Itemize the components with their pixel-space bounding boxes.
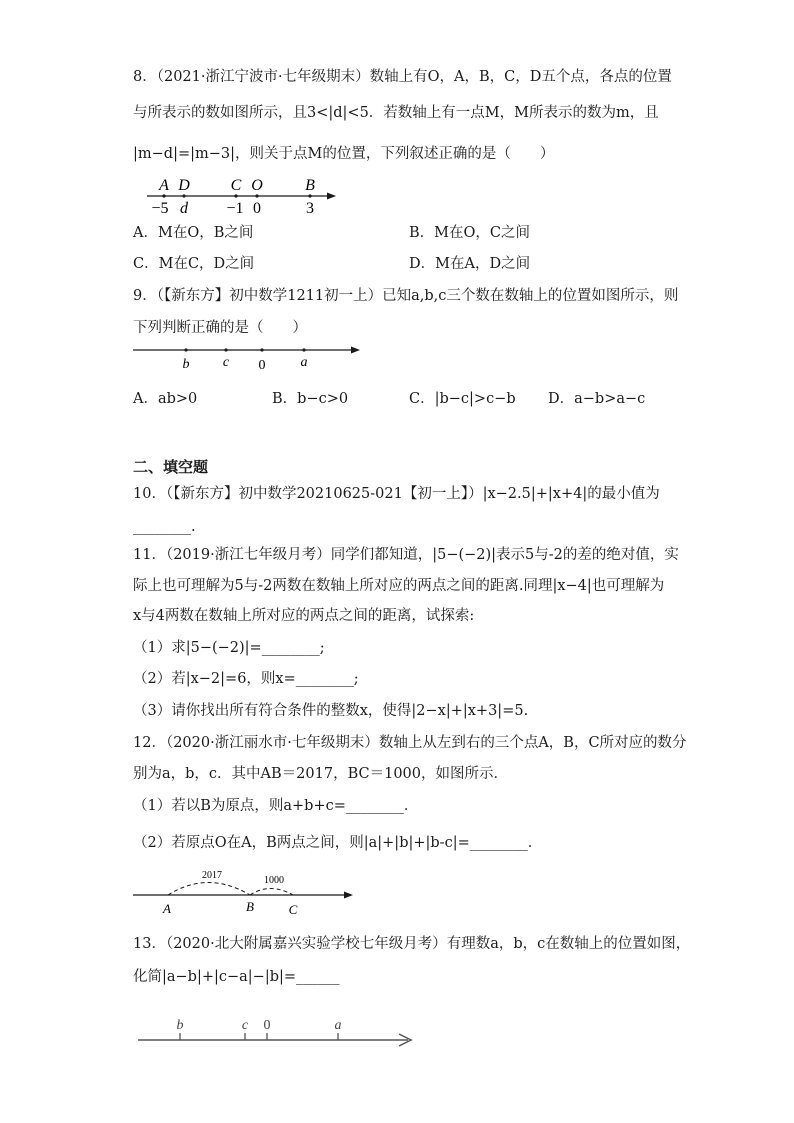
section-title-fill-in: 二、填空题 xyxy=(133,458,209,476)
q10-stem-line1: 10．（【新东方】初中数学20210625-021【初一上】）|x−2.5|+|x+4|的最小值为 xyxy=(133,486,660,502)
q8-option-c: C．M在C，D之间 xyxy=(133,256,255,272)
q8-stem-line3: |m−d|=|m−3|，则关于点M的位置，下列叙述正确的是（ ） xyxy=(133,146,555,162)
q8-label-d: D xyxy=(178,177,190,194)
q9-option-c: C．|b−c|>c−b xyxy=(409,391,516,407)
q8-stem-line2: 与所表示的数如图所示，且3<|d|<5．若数轴上有一点M，M所表示的数为m，且 xyxy=(133,105,659,121)
q9-label-0: 0 xyxy=(258,358,266,373)
q10-answer-blank: ________. xyxy=(133,519,196,535)
q12-stem-line2: 别为a，b，c．其中AB＝2017，BC＝1000，如图所示． xyxy=(133,766,508,782)
q8-num-minus1: −1 xyxy=(226,200,244,217)
q8-option-a: A．M在O，B之间 xyxy=(133,225,254,241)
q13-label-b: b xyxy=(176,1018,184,1033)
q9-stem-line2: 下列判断正确的是（ ） xyxy=(133,320,307,336)
q9-label-b: b xyxy=(182,357,190,372)
q9-label-a: a xyxy=(300,355,308,370)
q13-label-c: c xyxy=(241,1018,249,1033)
q8-option-b: B．M在O，C之间 xyxy=(409,225,530,241)
q11-sub2: （2）若|x−2|=6，则x=________; xyxy=(133,671,359,687)
q13-label-0: 0 xyxy=(263,1018,271,1033)
q8-option-d: D．M在A，D之间 xyxy=(409,256,531,272)
q13-stem-line2: 化简|a−b|+|c−a|−|b|=______ xyxy=(133,969,340,985)
q12-label-c: C xyxy=(288,902,298,917)
q12-label-a: A xyxy=(163,901,171,916)
q8-label-a: A xyxy=(159,177,169,194)
q9-option-d: D．a−b>a−c xyxy=(548,391,646,407)
q12-dist-ab: 2017 xyxy=(202,870,222,881)
q8-label-o: O xyxy=(251,177,263,194)
q13-stem-line1: 13．（2020·北大附属嘉兴实验学校七年级月考）有理数a，b，c在数轴上的位置如图， xyxy=(133,936,691,952)
q13-label-a: a xyxy=(334,1018,342,1033)
q9-label-c: c xyxy=(222,355,230,370)
q12-dist-bc: 1000 xyxy=(264,875,284,886)
q12-arc-ab xyxy=(168,883,250,896)
q8-num-3: 3 xyxy=(306,200,314,217)
q12-sub1: （1）若以B为原点，则a+b+c=________． xyxy=(133,798,419,814)
q9-stem-line1: 9．（【新东方】初中数学1211初一上）已知a,b,c三个数在数轴上的位置如图所示，则 xyxy=(133,288,679,304)
q8-label-c: C xyxy=(230,177,242,194)
q12-sub2: （2）若原点O在A，B两点之间，则|a|+|b|+|b-c|=________． xyxy=(133,835,543,851)
q12-stem-line1: 12．（2020·浙江丽水市·七年级期末）数轴上从左到右的三个点A，B，C所对应的数分 xyxy=(133,735,687,751)
q11-stem-line2: 际上也可理解为5与-2两数在数轴上所对应的两点之间的距离.同理|x−4|也可理解为 xyxy=(133,578,665,594)
q8-num-d: d xyxy=(180,200,188,217)
q11-stem-line3: x与4两数在数轴上所对应的两点之间的距离，试探索: xyxy=(133,608,475,624)
q9-option-b: B．b−c>0 xyxy=(272,391,349,407)
q11-sub1: （1）求|5−(−2)|=________; xyxy=(133,640,325,656)
q11-stem-line1: 11．（2019·浙江七年级月考）同学们都知道，|5−(−2)|表示5与-2的差的绝对值，实 xyxy=(133,547,679,563)
q8-label-b: B xyxy=(305,177,315,194)
q8-num-0: 0 xyxy=(253,200,261,217)
q8-stem-line1: 8．（2021·浙江宁波市·七年级期末）数轴上有O，A，B，C，D五个点，各点的位置 xyxy=(133,69,672,85)
q11-sub3: （3）请你找出所有符合条件的整数x，使得|2−x|+|x+3|=5. xyxy=(133,703,529,719)
q12-arc-bc xyxy=(250,889,293,896)
q12-label-b: B xyxy=(246,899,254,914)
q8-num-minus5: −5 xyxy=(151,200,169,217)
q9-option-a: A．ab>0 xyxy=(133,391,198,407)
